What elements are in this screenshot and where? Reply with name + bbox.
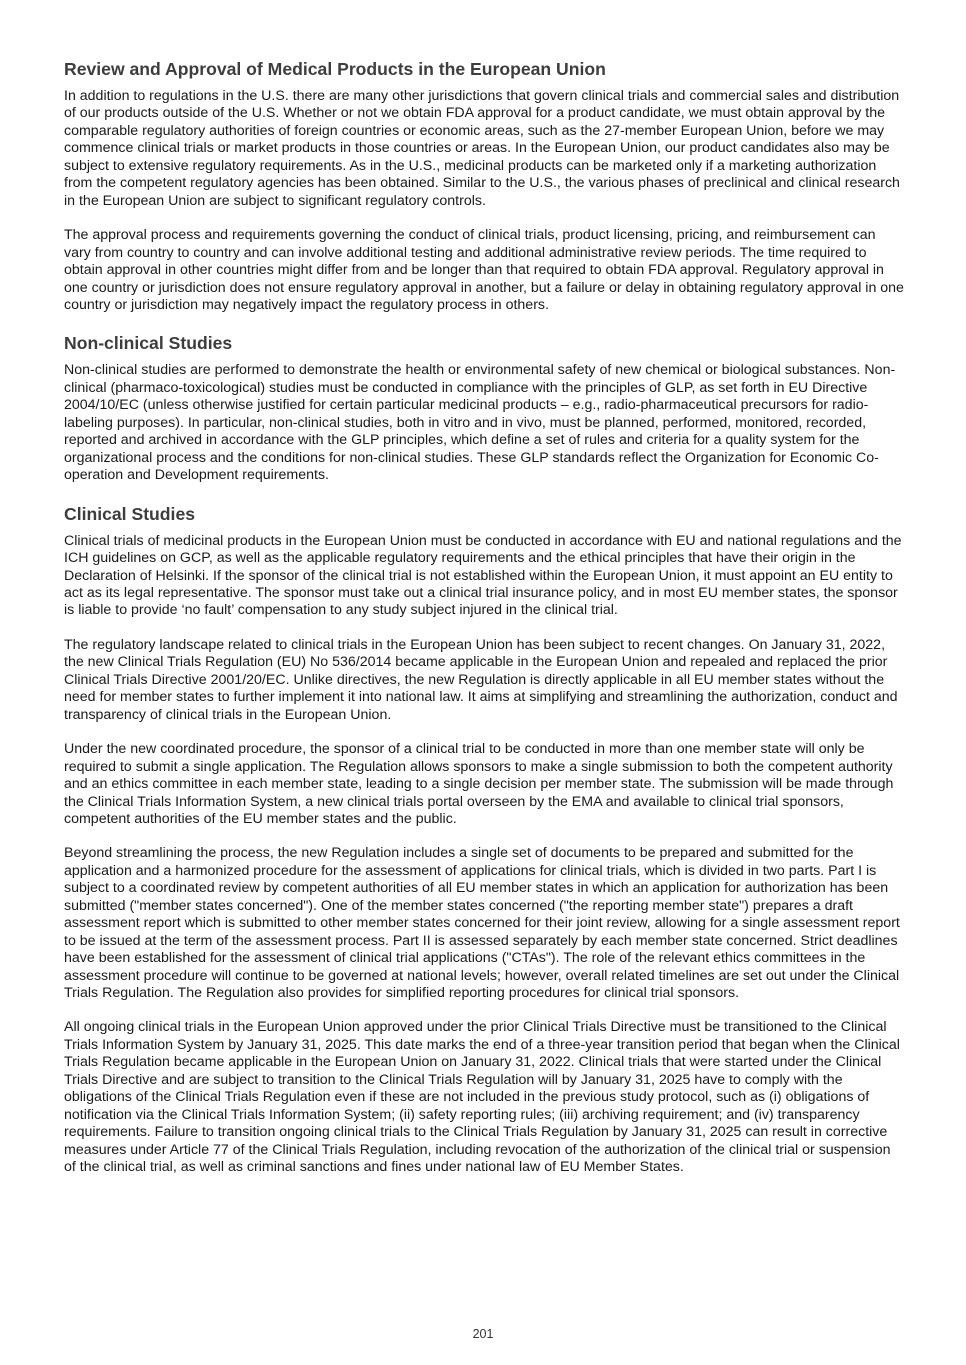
paragraph: Clinical trials of medicinal products in the European Union must be conducted in accordance with EU and national regulations and the ICH guidelines on GCP, as well as the applicable regulatory requirements and the ethical principles that have their origin in the Declaration of Helsinki. If the sponsor of the clinical trial is not established within the European Union, it must appoint an EU entity to act as its legal representative. The sponsor must take out a clinical trial insurance policy, and in most EU member states, the sponsor is liable to provide ‘no fault’ compensation to any study subject injured in the clinical trial. [64,532,902,619]
paragraph: Beyond streamlining the process, the new Regulation includes a single set of documents to be prepared and submitted for the application and a harmonized procedure for the assessment of applications for clinical trials, which is divided in two parts. Part I is subject to a coordinated review by competent authorities of all EU member states in which an application for authorization has been submitted ("member states concerned"). One of the member states concerned ("the reporting member state") prepares a draft assessment report which is submitted to other member states concerned for their joint review, allowing for a single assessment report to be issued at the term of the assessment process. Part II is assessed separately by each member state concerned. Strict deadlines have been established for the assessment of clinical trial applications ("CTAs"). The role of the relevant ethics committees in the assessment procedure will continue to be governed at national levels; however, overall related timelines are set out under the Clinical Trials Regulation. The Regulation also provides for simplified reporting procedures for clinical trial sponsors. [64,845,900,1002]
paragraph: All ongoing clinical trials in the European Union approved under the prior Clinical Trials Directive must be transitioned to the Clinical Trials Information System by January 31, 2025. This date marks the end of a three-year transition period that began when the Clinical Trials Regulation became applicable in the European Union on January 31, 2022. Clinical trials that were started under the Clinical Trials Directive and are subject to transition to the Clinical Trials Regulation will by January 31, 2025 have to comply with the obligations of the Clinical Trials Regulation even if these are not included in the previous study protocol, such as (i) obligations of notification via the Clinical Trials Information System; (ii) safety reporting rules; (iii) archiving requirement; and (iv) transparency requirements. Failure to transition ongoing clinical trials to the Clinical Trials Regulation by January 31, 2025 can result in corrective measures under Article 77 of the Clinical Trials Regulation, including revocation of the authorization of the clinical trial or suspension of the clinical trial, as well as criminal sanctions and fines under national law of EU Member States. [64,1019,900,1176]
paragraph: Non-clinical studies are performed to demonstrate the health or environmental safety of new chemical or biological substances. Non-clinical (pharmaco-toxicological) studies must be conducted in compliance with the principles of GLP, as set forth in EU Directive 2004/10/EC (unless otherwise justified for certain particular medicinal products – e.g., radio-pharmaceutical precursors for radio-labeling purposes). In particular, non-clinical studies, both in vitro and in vivo, must be planned, performed, monitored, recorded, reported and archived in accordance with the GLP principles, which define a set of rules and criteria for a quality system for the organizational process and the conditions for non-clinical studies. These GLP standards reflect the Organization for Economic Co-operation and Development requirements. [64,362,896,484]
paragraph: In addition to regulations in the U.S. there are many other jurisdictions that govern clinical trials and commercial sales and distribution of our products outside of the U.S. Whether or not we obtain FDA approval for a product candidate, we must obtain approval by the comparable regulatory authorities of foreign countries or economic areas, such as the 27-member European Union, before we may commence clinical trials or market products in those countries or areas. In the European Union, our product candidates also may be subject to extensive regulatory requirements. As in the U.S., medicinal products can be marketed only if a marketing authorization from the competent regulatory agencies has been obtained. Similar to the U.S., the various phases of preclinical and clinical research in the European Union are subject to significant regulatory controls. [64,88,900,209]
paragraph: The approval process and requirements governing the conduct of clinical trials, product licensing, pricing, and reimbursement can vary from country to country and can involve additional testing and additional administrative review periods. The time required to obtain approval in other countries might differ from and be longer than that required to obtain FDA approval. Regulatory approval in one country or jurisdiction does not ensure regulatory approval in another, but a failure or delay in obtaining regulatory approval in one country or jurisdiction may negatively impact the regulatory process in others. [64,227,904,313]
section-heading: Review and Approval of Medical Products in the European Union [64,59,606,79]
document-body [64,58,904,1177]
section-heading: Clinical Studies [64,503,196,524]
section-clinical-studies [64,503,904,1177]
page-number: 201 [472,1327,494,1341]
paragraph: Under the new coordinated procedure, the sponsor of a clinical trial to be conducted in more than one member state will only be required to submit a single application. The Regulation allows sponsors to make a single submission to both the competent authority and an ethics committee in each member state, leading to a single decision per member state. The submission will be made through the Clinical Trials Information System, a new clinical trials portal overseen by the EMA and available to clinical trial sponsors, competent authorities of the EU member states and the public. [64,741,894,827]
section-non-clinical-studies [64,332,904,484]
paragraph: The regulatory landscape related to clinical trials in the European Union has been subject to recent changes. On January 31, 2022, the new Clinical Trials Regulation (EU) No 536/2014 became applicable in the European Union and repealed and replaced the prior Clinical Trials Directive 2001/20/EC. Unlike directives, the new Regulation is directly applicable in all EU member states without the need for member states to further implement it into national law. It aims at simplifying and streamlining the authorization, conduct and transparency of clinical trials in the European Union. [64,636,898,723]
section-eu-approval [64,58,904,314]
section-heading: Non-clinical Studies [64,333,233,354]
